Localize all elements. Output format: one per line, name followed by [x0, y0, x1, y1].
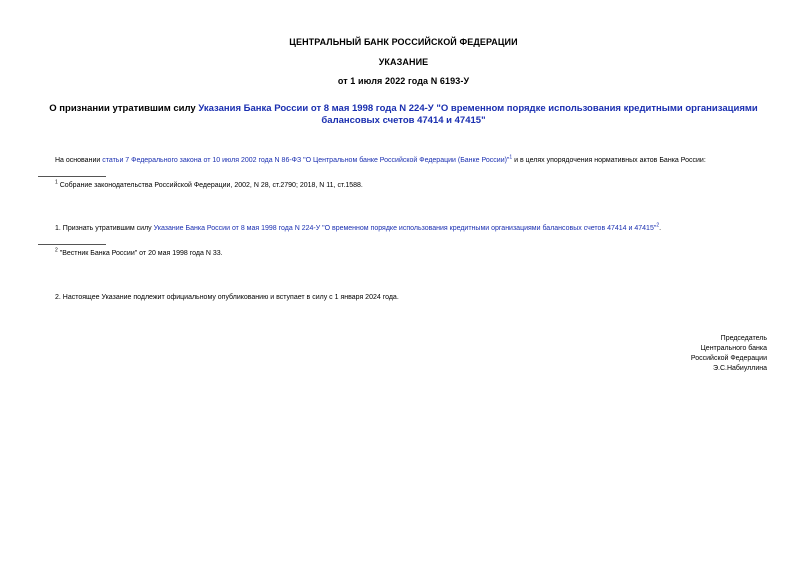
issuer-heading: ЦЕНТРАЛЬНЫЙ БАНК РОССИЙСКОЙ ФЕДЕРАЦИИ [289, 37, 518, 47]
title-prefix: О признании утратившим силу [49, 103, 199, 114]
footnote-2-mark: 2 [55, 247, 58, 254]
federal-law-link[interactable]: статьи 7 Федерального закона от 10 июля 2002 года N 86-ФЗ "О Центральном банке Российской Федерации (Банке России)" [102, 157, 510, 164]
document-date-number: от 1 июля 2022 года N 6193-У [337, 76, 470, 86]
signature-block [691, 334, 767, 374]
footnote-ref-1[interactable]: 1 [509, 154, 513, 161]
footnote-divider-1 [38, 176, 106, 177]
footnote-divider-2 [38, 244, 106, 245]
signature-line-3: Российской Федерации [690, 355, 767, 362]
item-1-prefix: 1. Признать утратившим силу [55, 225, 154, 232]
item-1-suffix: . [659, 225, 662, 232]
preamble-suffix: и в целях упорядочения нормативных актов Банка России: [512, 157, 706, 164]
footnote-ref-2[interactable]: 2 [656, 222, 660, 229]
title-link[interactable]: Указания Банка России от 8 мая 1998 года N 224-У "О временном порядке использования кредитными организациями балансовых счетов 47414 и 47415" [198, 103, 758, 126]
signature-line-1: Председатель [720, 335, 767, 342]
footnote-1-text: Собрание законодательства Российской Федерации, 2002, N 28, ст.2790; 2018, N 11, ст.1588. [57, 182, 363, 189]
preamble-paragraph [55, 156, 706, 165]
document-title [40, 103, 767, 127]
footnote-2 [55, 249, 223, 258]
footnote-2-text: "Вестник Банка России" от 20 мая 1998 года N 33. [57, 250, 223, 257]
preamble-prefix: На основании [55, 157, 103, 164]
item-2-paragraph: 2. Настоящее Указание подлежит официальному опубликованию и вступает в силу с 1 января 2024 года. [55, 294, 399, 301]
signature-line-2: Центрального банка [700, 345, 767, 352]
item-1-paragraph [55, 224, 661, 233]
signatory-name: Э.С.Набиуллина [712, 365, 767, 372]
footnote-1 [55, 181, 363, 190]
document-type-heading: УКАЗАНИЕ [378, 57, 429, 67]
item-1-link[interactable]: Указание Банка России от 8 мая 1998 года N 224-У "О временном порядке использования кредитными организациями балансовых счетов 47414 и 47415" [153, 225, 657, 232]
footnote-1-mark: 1 [55, 179, 58, 186]
